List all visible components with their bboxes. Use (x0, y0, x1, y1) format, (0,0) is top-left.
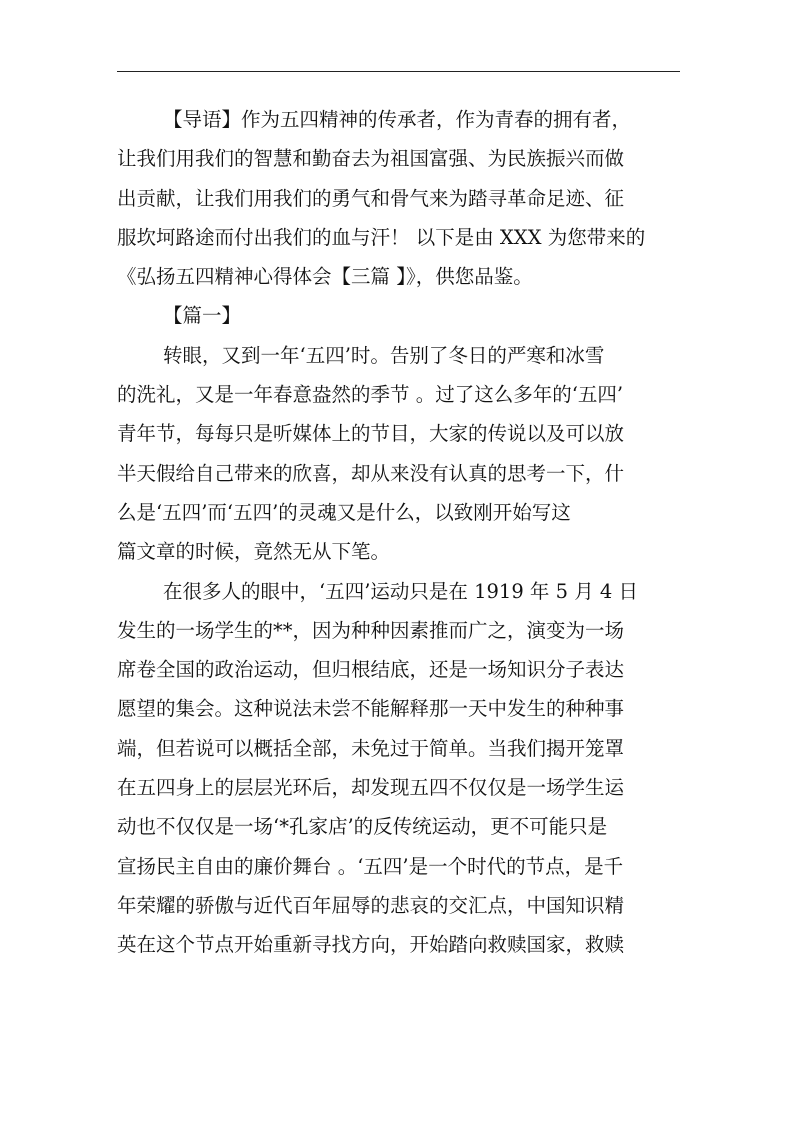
text-line: 宣扬民主自由的廉价舞台 。‘五四’是一个时代的节点，是千 (117, 854, 624, 878)
text-line: 青年节，每每只是听媒体上的节目，大家的传说以及可以放 (117, 422, 625, 446)
text-line: 英在这个节点开始重新寻找方向，开始踏向救赎国家，救赎 (117, 933, 625, 957)
text-line: 席卷全国的政治运动，但归根结底，还是一场知识分子表达 (117, 658, 625, 682)
text-line: 的洗礼，又是一年春意盎然的季节 。过了这么多年的‘五四’ (117, 383, 624, 407)
text-line: 服坎坷路途而付出我们的血与汗！ 以下是由 XXX 为您带来的 (117, 225, 646, 249)
text-line: 发生的一场学生的**，因为种种因素推而广之，演变为一场 (117, 618, 625, 642)
text-line: 半天假给自己带来的欣喜，却从来没有认真的思考一下，什 (117, 461, 625, 485)
text-line: 《弘扬五四精神心得体会【三篇 】》，供您品鉴。 (117, 265, 533, 289)
text-line: 愿望的集会。这种说法未尝不能解释那一天中发生的种种事 (117, 697, 625, 721)
section-heading: 【篇一】 (163, 304, 242, 328)
text-line: 出贡献，让我们用我们的勇气和骨气来为踏寻革命足迹、征 (117, 186, 625, 210)
text-line: 在五四身上的层层光环后，却发现五四不仅仅是一场学生运 (117, 776, 625, 800)
text-line: 动也不仅仅是一场‘*孔家店’的反传统运动，更不可能只是 (117, 815, 608, 839)
text-line: 端，但若说可以概括全部，未免过于简单。当我们揭开笼罩 (117, 736, 625, 760)
text-line: 在很多人的眼中，‘五四’运动只是在 1919 年 5 月 4 日 (163, 579, 639, 603)
text-line: 让我们用我们的智慧和勤奋去为祖国富强、为民族振兴而做 (117, 147, 625, 171)
text-line: 篇文章的时候，竟然无从下笔。 (117, 540, 391, 564)
document-body (117, 100, 680, 965)
text-line: 么是‘五四’而‘五四’的灵魂又是什么，以致刚开始写这 (117, 500, 571, 524)
text-line: 年荣耀的骄傲与近代百年屈辱的悲哀的交汇点，中国知识精 (117, 893, 625, 917)
text-line: 【导语】作为五四精神的传承者，作为青春的拥有者， (163, 108, 632, 131)
text-line: 转眼，又到一年‘五四’时。告别了冬日的严寒和冰雪 (163, 343, 605, 367)
header-rule (117, 71, 680, 72)
